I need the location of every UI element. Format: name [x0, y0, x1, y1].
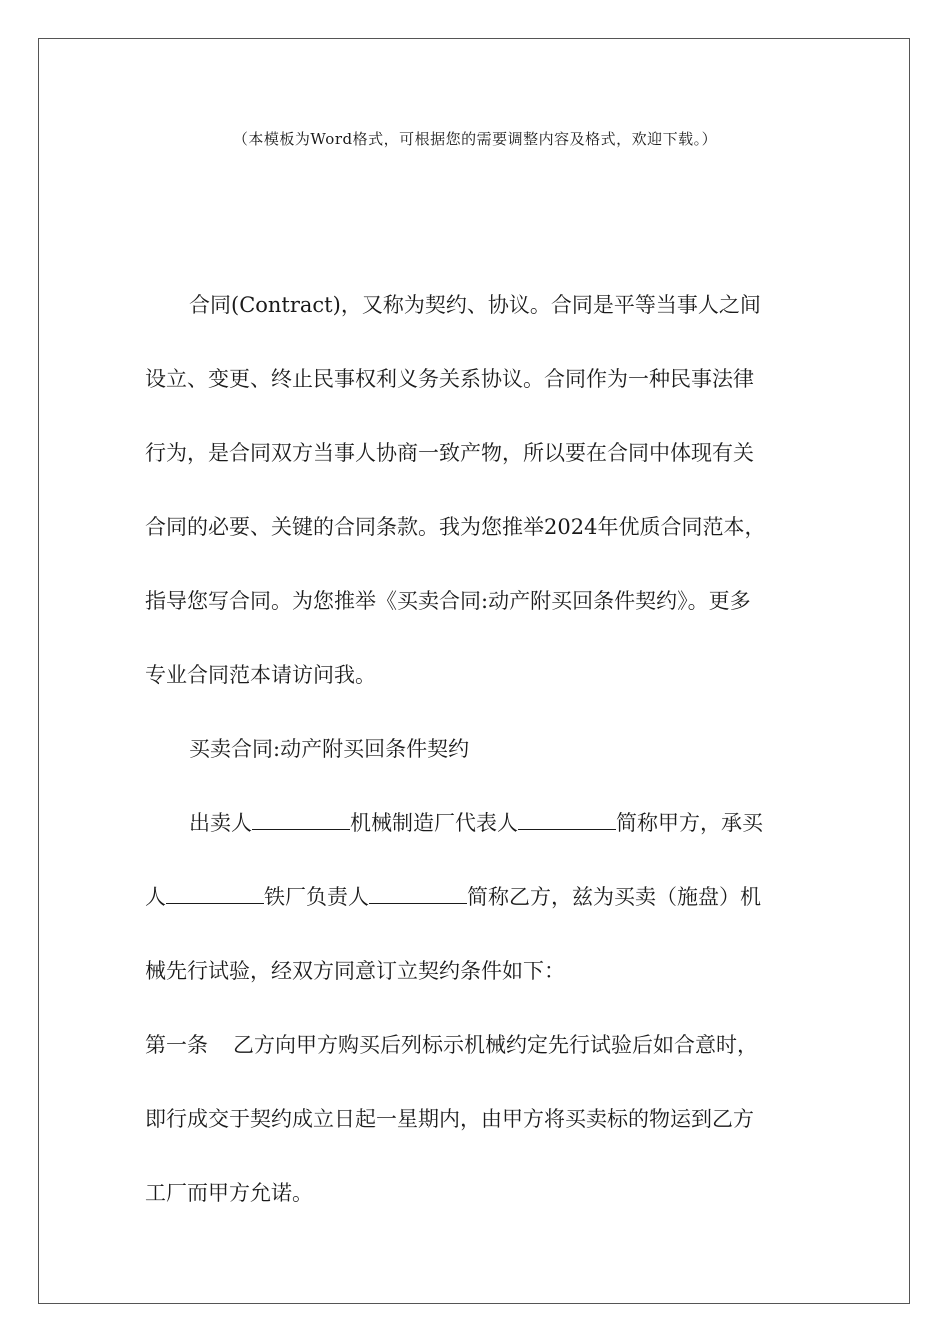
buyer-rep-label: 铁厂负责人	[264, 885, 369, 909]
buyer-rep-blank	[369, 885, 467, 904]
intro-line-4: 合同的必要、关键的合同条款。我为您推举2024年优质合同范本，	[145, 515, 766, 539]
parties-line-2	[145, 860, 817, 934]
intro-line-5: 指导您写合同。为您推举《买卖合同:动产附买回条件契约》。更多	[145, 589, 751, 613]
seller-rep-label: 机械制造厂代表人	[350, 811, 518, 835]
buyer-label: 人	[145, 885, 166, 909]
article-1-line-3: 工厂而甲方允诺。	[145, 1181, 313, 1205]
seller-rep-blank	[518, 811, 616, 830]
seller-label: 出卖人	[189, 811, 252, 835]
article-1-text: 乙方向甲方购买后列标示机械约定先行试验后如合意时，	[233, 1033, 758, 1057]
article-1-line-2: 即行成交于契约成立日起一星期内，由甲方将买卖标的物运到乙方	[145, 1107, 754, 1131]
party-b-text: 简称乙方，兹为买卖（施盘）机	[467, 885, 761, 909]
intro-line-6: 专业合同范本请访问我。	[145, 663, 376, 687]
party-a-text: 简称甲方，承买	[616, 811, 763, 835]
document-body	[145, 268, 817, 1230]
intro-line-2: 设立、变更、终止民事权利义务关系协议。合同作为一种民事法律	[145, 367, 754, 391]
template-note: （本模板为Word格式，可根据您的需要调整内容及格式，欢迎下载。）	[232, 130, 718, 148]
article-number: 第一条	[145, 1033, 208, 1057]
article-1-line-1	[145, 1008, 817, 1082]
buyer-blank	[166, 885, 264, 904]
parties-line-1	[145, 786, 817, 860]
intro-line-1: 合同(Contract)，又称为契约、协议。合同是平等当事人之间	[189, 293, 761, 317]
seller-blank	[252, 811, 350, 830]
contract-title: 买卖合同:动产附买回条件契约	[189, 737, 470, 761]
parties-line-3: 械先行试验，经双方同意订立契约条件如下：	[145, 959, 565, 983]
intro-line-3: 行为，是合同双方当事人协商一致产物，所以要在合同中体现有关	[145, 441, 754, 465]
